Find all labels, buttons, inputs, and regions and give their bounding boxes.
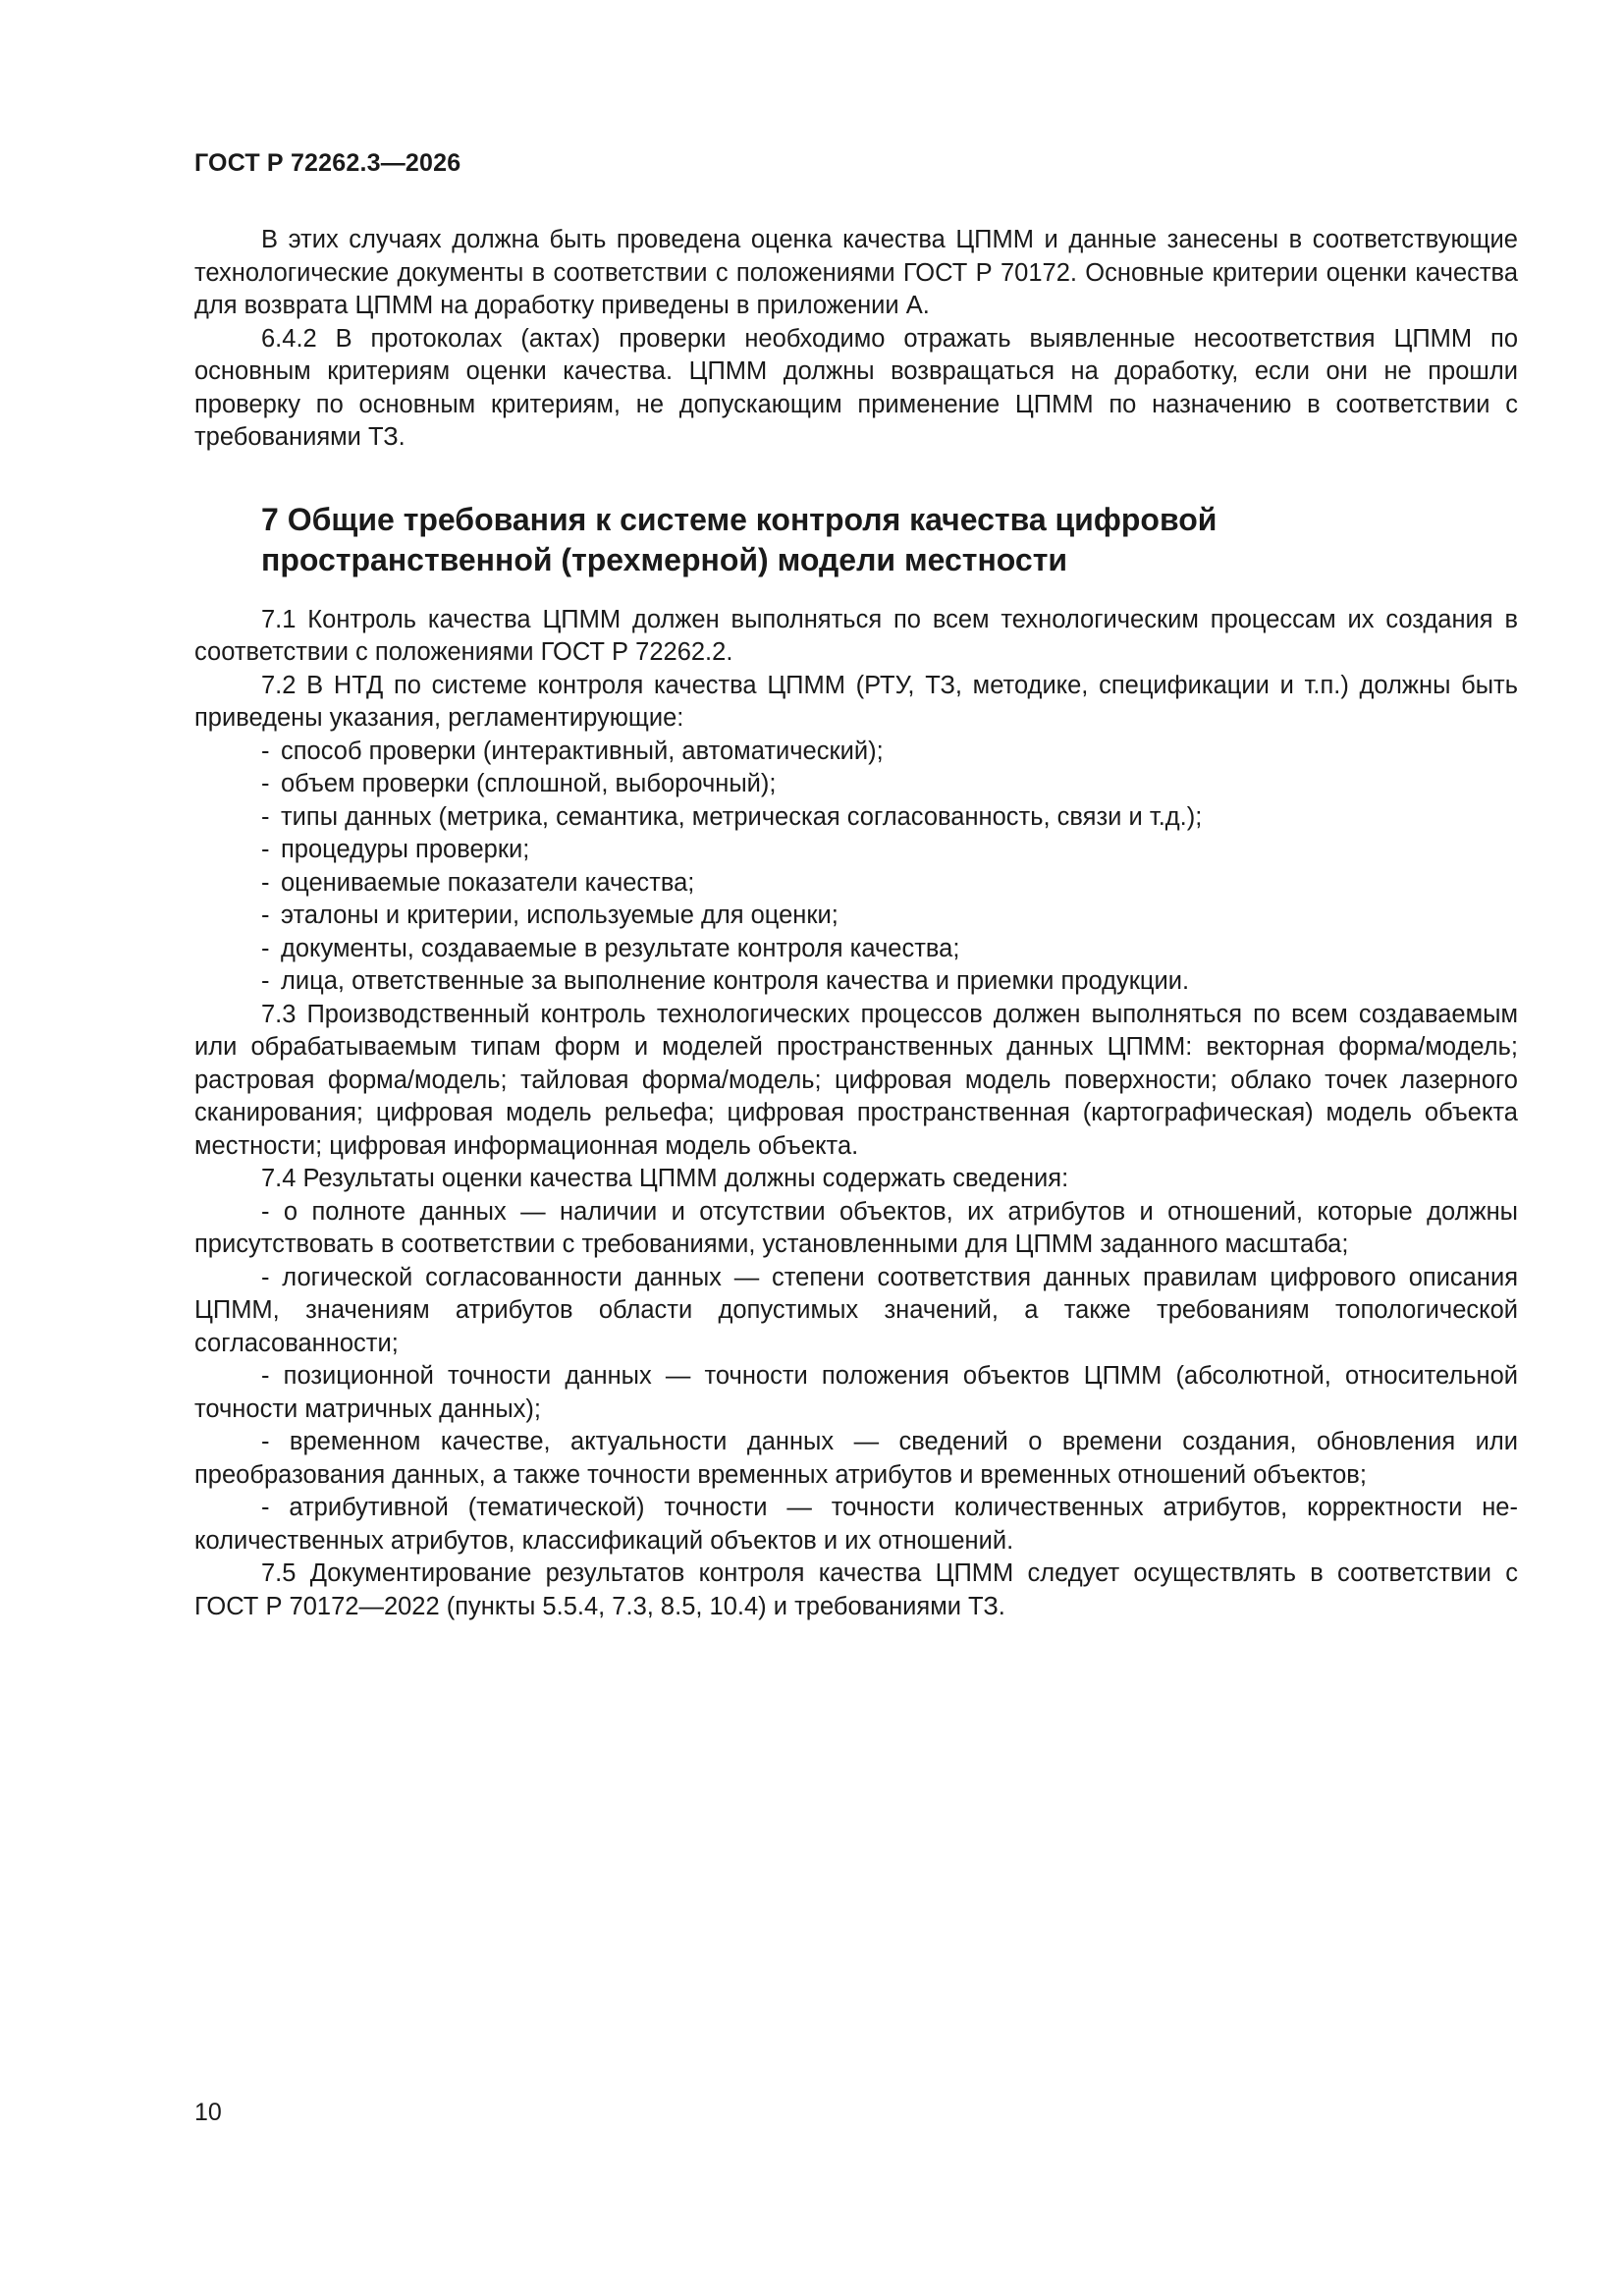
paragraph-6-4-2: 6.4.2 В протоколах (актах) проверки необходимо отражать выявленные несоответствия ЦПММ по основным критериям оценки качества. ЦПММ должны возвращаться на доработку, если они не прошли проверку по основным критериям, не допускающим применение ЦПММ по назначению в соответствии с требованиями ТЗ. [194, 324, 1518, 451]
document-header: ГОСТ Р 72262.3—2026 [194, 149, 461, 177]
list-item: - процедуры проверки; [261, 836, 530, 863]
paragraph-7-3: 7.3 Производственный контроль технологических процессов должен выполняться по всем создаваемым или обрабатываемым типам форм и моделей пространственных данных ЦПММ: векторная форма/модель; растровая форма/модель; тайловая форма/модель; цифровая модель поверхности; облако точек лазерного сканирования; цифровая модель рельефа; цифровая пространственная (картографическая) модель объекта местности; цифровая информационная модель объекта. [194, 1000, 1518, 1160]
section-7-heading [261, 500, 1518, 580]
page-content [194, 224, 1518, 1623]
list-item-7-4-completeness: - о полноте данных — наличии и отсутствии объектов, их атрибутов и отношений, которые должны присутствовать в соответствии с требованиями, установленными для ЦПММ заданного масштаба; [194, 1197, 1518, 1258]
list-item-7-4-temporal-quality: - временном качестве, актуальности данных — сведений о времени создания, обновления или преобразования данных, а также точности временных атрибутов и временных отношений объектов; [194, 1428, 1518, 1489]
list-item: - эталоны и критерии, используемые для оценки; [261, 902, 839, 929]
list-item-7-4-thematic-accuracy: - атрибутивной (тематической) точности — точности количественных атрибутов, корректности неколичественных атрибутов, классификаций объектов и их отношений. [194, 1494, 1518, 1555]
list-item: - типы данных (метрика, семантика, метрическая согласованность, связи и т.д.); [261, 802, 1203, 831]
list-item: - лица, ответственные за выполнение контроля качества и приемки продукции. [261, 967, 1190, 995]
page-number: 10 [194, 2099, 222, 2126]
paragraph-intro-1: В этих случаях должна быть проведена оценка качества ЦПММ и данные занесены в соответствующие технологические документы в соответствии с положениями ГОСТ Р 70172. Основные критерии оценки качества для возврата ЦПММ на доработку приведены в приложении А. [194, 226, 1518, 319]
list-item: - документы, создаваемые в результате контроля качества; [261, 934, 960, 962]
section-7-heading-line-2: пространственной (трехмерной) модели местности [261, 541, 1068, 577]
list-item: - оцениваемые показатели качества; [261, 868, 695, 897]
paragraph-7-2: 7.2 В НТД по системе контроля качества ЦПММ (РТУ, ТЗ, методике, спецификации и т.п.) должны быть приведены указания, регламентирующие: [194, 671, 1518, 732]
section-7-heading-line-1: 7 Общие требования к системе контроля качества цифровой [261, 501, 1217, 537]
list-item-7-4-positional-accuracy: - позиционной точности данных — точности положения объектов ЦПММ (абсолютной, относительной точности матричных данных); [194, 1362, 1518, 1423]
paragraph-7-1: 7.1 Контроль качества ЦПММ должен выполняться по всем технологическим процессам их создания в соответствии с положениями ГОСТ Р 72262.2. [194, 605, 1518, 666]
list-item-7-4-logical-consistency: - логической согласованности данных — степени соответствия данных правилам цифрового описания ЦПММ, значениям атрибутов области допустимых значений, а также требованиям топологической согласованности; [194, 1263, 1518, 1357]
list-item: - объем проверки (сплошной, выборочный); [261, 770, 777, 797]
list-item: - способ проверки (интерактивный, автоматический); [261, 737, 884, 765]
paragraph-7-4: 7.4 Результаты оценки качества ЦПММ должны содержать сведения: [261, 1165, 1069, 1192]
list-7-2 [194, 736, 1518, 999]
paragraph-7-5: 7.5 Документирование результатов контроля качества ЦПММ следует осуществлять в соответствии с ГОСТ Р 70172—2022 (пункты 5.5.4, 7.3, 8.5, 10.4) и требованиями ТЗ. [194, 1559, 1518, 1620]
